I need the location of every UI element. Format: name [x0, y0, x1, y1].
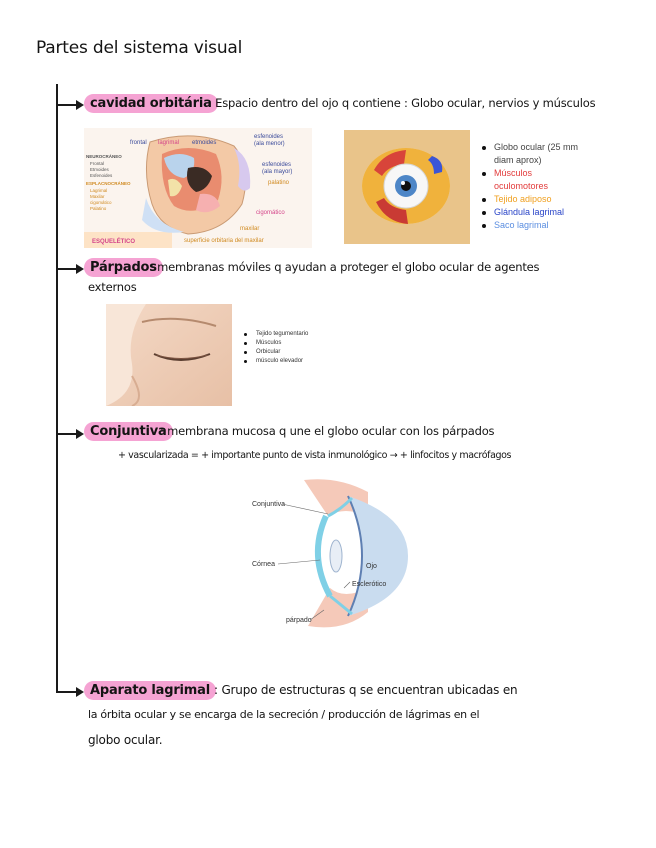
orbit-bones-diagram [84, 128, 312, 248]
lens [330, 540, 342, 572]
label-conjuntiva: Conjuntiva [252, 501, 286, 508]
label-etmoides: etmoides [192, 140, 217, 146]
label-cornea: Córnea [252, 561, 275, 568]
arrow-right-icon [76, 429, 84, 439]
list-item: Tejido tegumentario [242, 330, 312, 339]
list-item: Saco lagrimal [480, 219, 580, 232]
legend-esplac-item: cigomático [90, 200, 112, 205]
arrow-right-icon [76, 100, 84, 110]
conjunctiva-diagram [248, 476, 408, 632]
arrow-right-icon [76, 264, 84, 274]
label-ala-mayor: (ala mayor) [262, 169, 293, 175]
section-description-aparato: : Grupo de estructuras q se encuentran ubicadas en [214, 683, 518, 697]
arrow-right-icon [76, 687, 84, 697]
branch-line-aparato [56, 691, 78, 693]
list-item: Tejido adiposo [480, 193, 580, 206]
section-description-parpados-cont: externos [88, 280, 137, 294]
eyeball-orbit-illustration [344, 130, 470, 244]
label-lagrimal: lagrimal [158, 140, 180, 146]
legend-neuro-item: Esfenoides [90, 173, 113, 178]
list-item: Músculos oculomotores [480, 167, 580, 193]
label-esfenoides-menor: esfenoides [254, 134, 284, 140]
label-frontal: frontal [130, 140, 147, 146]
tree-spine [56, 84, 58, 692]
label-cigomatico: cigomático [256, 210, 285, 216]
eye-highlight [401, 181, 405, 185]
label-ojo: Ojo [366, 563, 377, 570]
section-label-conjuntiva: Conjuntiva [84, 422, 173, 441]
section-description-cavidad: : Espacio dentro del ojo q contiene : Globo ocular, nervios y músculos [208, 96, 596, 110]
branch-line-cavidad [56, 104, 78, 106]
list-item: músculo elevador [242, 357, 312, 366]
cavidad-contents-list [480, 141, 580, 232]
legend-neuro-title: NEUROCRÁNEO [86, 154, 122, 159]
section-description-conjuntiva: : membrana mucosa q une el globo ocular con los párpados [160, 424, 495, 438]
list-item: Orbicular [242, 348, 312, 357]
label-maxilar: maxilar [240, 226, 260, 232]
page-title: Partes del sistema visual [36, 38, 243, 58]
label-ala-menor: (ala menor) [254, 141, 285, 147]
parpados-contents-list [242, 330, 312, 366]
list-item: Globo ocular (25 mm diam aprox) [480, 141, 580, 167]
label-esclerotico: Esclerótico [352, 581, 387, 588]
legend-esplac-item: Lagrimal [90, 188, 108, 193]
legend-esplac-item: Maxilar [90, 194, 105, 199]
cornea [318, 516, 330, 596]
section-description-aparato-end: globo ocular. [88, 733, 163, 747]
label-parpado: párpado [286, 617, 312, 624]
closed-eye-face-photo [106, 304, 232, 406]
eyeball-section [348, 496, 408, 616]
section-label-parpados: Párpados [84, 258, 163, 277]
legend-esplac-item: Palatino [90, 206, 107, 211]
label-palatino: palatino [268, 180, 290, 186]
section-label-aparato: Aparato lagrimal [84, 681, 216, 700]
legend-neuro-item: Etmoides [90, 167, 109, 172]
list-item: Glándula lagrimal [480, 206, 580, 219]
label-esfenoides-mayor: esfenoides [262, 162, 292, 168]
label-superficie: superficie orbitaria del maxilar [184, 238, 264, 244]
legend-neuro-item: Frontal [90, 161, 105, 166]
section-description-parpados: : membranas móviles q ayudan a proteger el globo ocular de agentes [150, 260, 540, 274]
section-label-cavidad: cavidad orbitária [84, 94, 218, 113]
legend-esplac-title: ESPLACNOCRÁNEO [86, 181, 131, 186]
label-esqueletico: ESQUELÉTICO [92, 239, 136, 245]
section-detail-conjuntiva: + vascularizada = + importante punto de vista inmunológico → + linfocitos y macrófagos [118, 450, 512, 461]
branch-line-parpados [56, 268, 78, 270]
section-description-aparato-cont: la órbita ocular y se encarga de la secreción / producción de lágrimas en el [88, 708, 480, 721]
branch-line-conjuntiva [56, 433, 78, 435]
list-item: Músculos [242, 339, 312, 348]
